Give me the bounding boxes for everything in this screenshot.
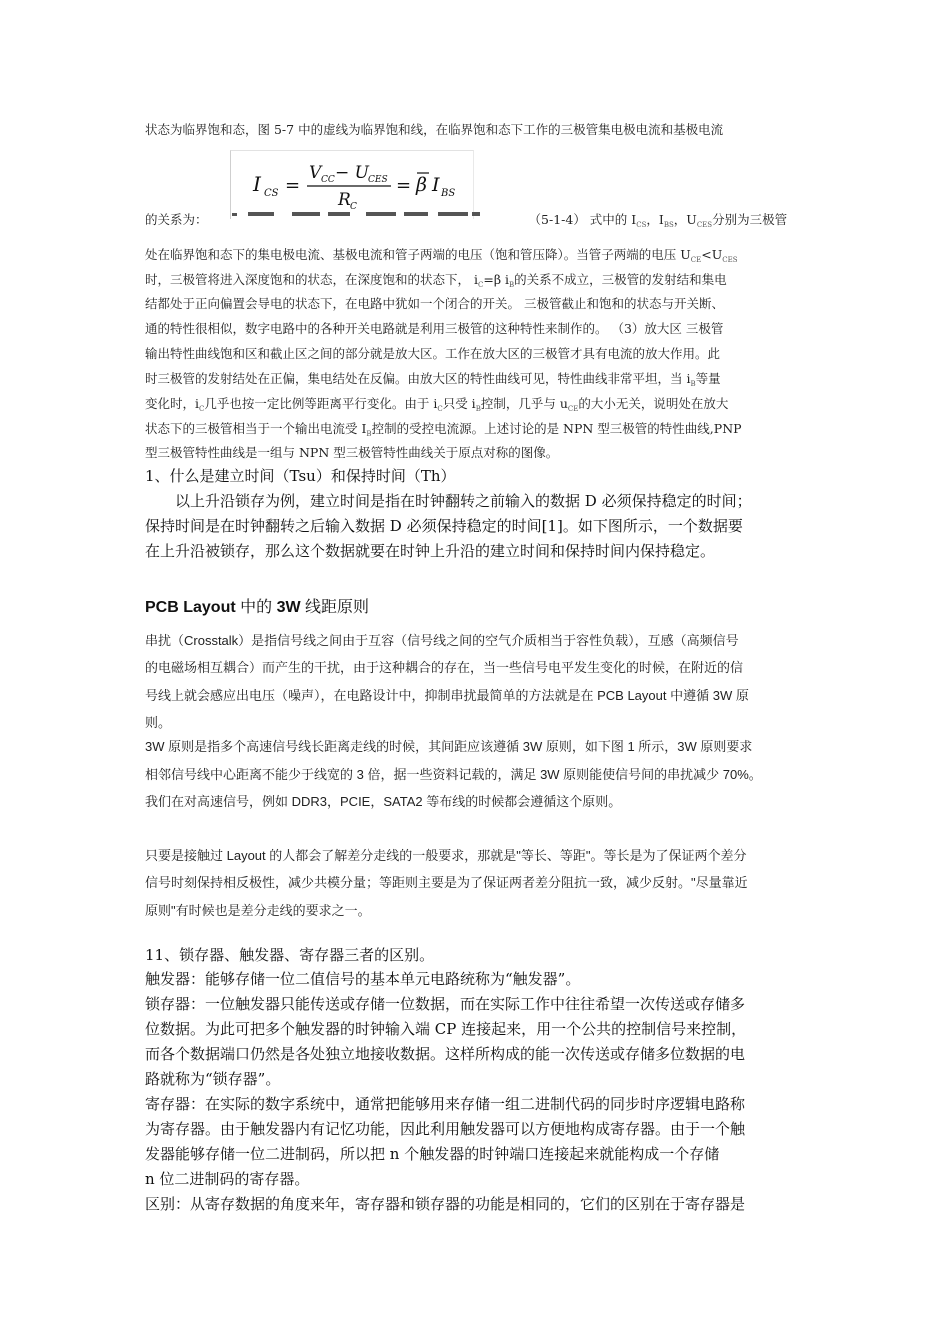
formula-num-v: V: [309, 163, 322, 183]
paragraph-line: 状态下的三极管相当于一个输出电流受 $I_B$控制的受控电流源。上述讨论的是 NPN 型三极管的特性曲线,PNP: [145, 421, 742, 438]
paragraph-line: 为寄存器。由于触发器内有记忆功能，因此利用触发器可以方便地构成寄存器。由于一个触: [145, 1120, 746, 1138]
paragraph-line: 3W 原则是指多个高速信号线长距离走线的时候，其间距应该遵循 3W 原则，如下图 1 所示，3W 原则要求: [145, 739, 753, 754]
formula-lhs-sub: CS: [264, 188, 279, 199]
paragraph-line: 位数据。为此可把多个触发器的时钟输入端 CP 连接起来，用一个公共的控制信号来控制，: [145, 1020, 747, 1038]
paragraph-line: 触发器：能够存储一位二值信号的基本单元电路统称为“触发器”。: [145, 970, 581, 988]
paragraph-line: 锁存器：一位触发器只能传送或存储一位数据，而在实际工作中往往希望一次传送或存储多: [145, 995, 746, 1013]
formula-equals: =: [285, 175, 301, 196]
paragraph-line: 区别：从寄存数据的角度来年，寄存器和锁存器的功能是相同的，它们的区别在于寄存器是: [145, 1195, 746, 1213]
pcb-section-title: PCB Layout 中的 3W 线距原则: [145, 599, 370, 616]
paragraph-line: 输出特性曲线饱和区和截止区之间的部分就是放大区。工作在放大区的三极管才具有电流的放大作用。此: [145, 346, 721, 361]
text: 状态为临界饱和态，图 5-7 中的虚线为临界饱和线，在临界饱和态下工作的三极管集电极电流和基极电流: [145, 122, 724, 137]
paragraph-line: 的电磁场相互耦合）而产生的干扰，由于这种耦合的存在，当一些信号电平发生变化的时候，在附近的信: [145, 660, 744, 675]
paragraph-line: 时，三极管将进入深度饱和的状态，在深度饱和的状态下， $i_C=\beta$ $i_B$的关系不成立，三极管的发射结和集电: [145, 272, 727, 289]
paragraph-line: 信号时刻保持相反极性，减少共模分量；等距则主要是为了保证两者差分阻抗一致，减少反射。"尽量靠近: [145, 875, 748, 890]
paragraph-line: 只要是接触过 Layout 的人都会了解差分走线的一般要求，那就是"等长、等距"。等长是为了保证两个差分: [145, 848, 747, 863]
paragraph-line: 以上升沿锁存为例，建立时间是指在时钟翻转之前输入的数据 D 必须保持稳定的时间；: [175, 492, 752, 510]
paragraph-line: 相邻信号线中心距离不能少于线宽的 3 倍，据一些资料记载的，满足 3W 原则能使信号间的串扰减少 70%。: [145, 767, 762, 782]
formula-beta: β: [416, 174, 427, 196]
paragraph-line: 在上升沿被锁存，那么这个数据就要在时钟上升沿的建立时间和保持时间内保持稳定。: [145, 542, 716, 560]
formula-num-u-sub: CES: [368, 175, 388, 185]
paragraph-line: 保持时间是在时钟翻转之后输入数据 D 必须保持稳定的时间[1]。如下图所示，一个数据要: [145, 517, 743, 535]
formula-rhs-sub: BS: [441, 188, 456, 199]
paragraph-line: 我们在对高速信号，例如 DDR3，PCIE，SATA2 等布线的时候都会遵循这个原则。: [145, 794, 622, 809]
paragraph-line: 原则"有时候也是差分走线的要求之一。: [145, 903, 371, 918]
paragraph-line: 通的特性很相似，数字电路中的各种开关电路就是利用三极管的这种特性来制作的。 （3）放大区 三极管: [145, 321, 724, 336]
paragraph-line: 而各个数据端口仍然是各处独立地接收数据。这样所构成的能一次传送或存储多位数据的电: [145, 1045, 746, 1063]
paragraph-line: 型三极管特性曲线是一组与 NPN 型三极管特性曲线关于原点对称的图像。: [145, 445, 559, 460]
paragraph-line: 路就称为“锁存器”。: [145, 1070, 281, 1088]
paragraph-line: [145, 118, 810, 141]
formula-rhs: I: [432, 174, 440, 196]
paragraph-line: 变化时，$i_C$几乎也按一定比例等距离平行变化。由于 $i_C$只受 $i_B$控制，几乎与 $u_{CE}$的大小无关，说明处在放大: [145, 396, 729, 413]
paragraph-line: 寄存器：在实际的数字系统中，通常把能够用来存储一组二进制代码的同步时序逻辑电路称: [145, 1095, 746, 1113]
formula-den-sub: C: [350, 202, 357, 212]
paragraph-line: 处在临界饱和态下的集电极电流、基极电流和管子两端的电压（饱和管压降）。当管子两端的电压 $U_{CE}<U_{CES}$: [145, 247, 738, 264]
formula-equals-2: =: [396, 175, 412, 196]
formula-num-minus-u: − U: [335, 163, 369, 183]
formula-den-r: R: [338, 190, 351, 210]
paragraph-line: n 位二进制码的寄存器。: [145, 1170, 310, 1188]
paragraph-line: 发器能够存储一位二进制码，所以把 n 个触发器的时钟端口连接起来就能构成一个存储: [145, 1145, 720, 1163]
paragraph-line: 结都处于正向偏置会导电的状态下，在电路中犹如一个闭合的开关。 三极管截止和饱和的状态与开关断、: [145, 296, 724, 311]
formula-num-v-sub: CC: [321, 175, 335, 185]
section-heading: 1、什么是建立时间（Tsu）和保持时间（Th）: [145, 467, 456, 485]
paragraph-line: 的关系为： （5-1-4） 式中的 $I_{CS}$，$I_{BS}$，$U_{CES}$分别为三极管: [145, 212, 788, 229]
paragraph-line: 时三极管的发射结处在正偏，集电结处在反偏。由放大区的特性曲线可见，特性曲线非常平坦，当 $i_B$等量: [145, 371, 721, 388]
formula-lhs: I: [253, 172, 261, 196]
paragraph-line: 则。: [145, 715, 172, 730]
section-heading: 11、锁存器、触发器、寄存器三者的区别。: [145, 946, 435, 964]
paragraph-line: 号线上就会感应出电压（噪声），在电路设计中，抑制串扰最简单的方法就是在 PCB Layout 中遵循 3W 原: [145, 688, 749, 703]
paragraph-line: 串扰（Crosstalk）是指信号线之间由于互容（信号线之间的空气介质相当于容性负载），互感（高频信号: [145, 633, 739, 648]
